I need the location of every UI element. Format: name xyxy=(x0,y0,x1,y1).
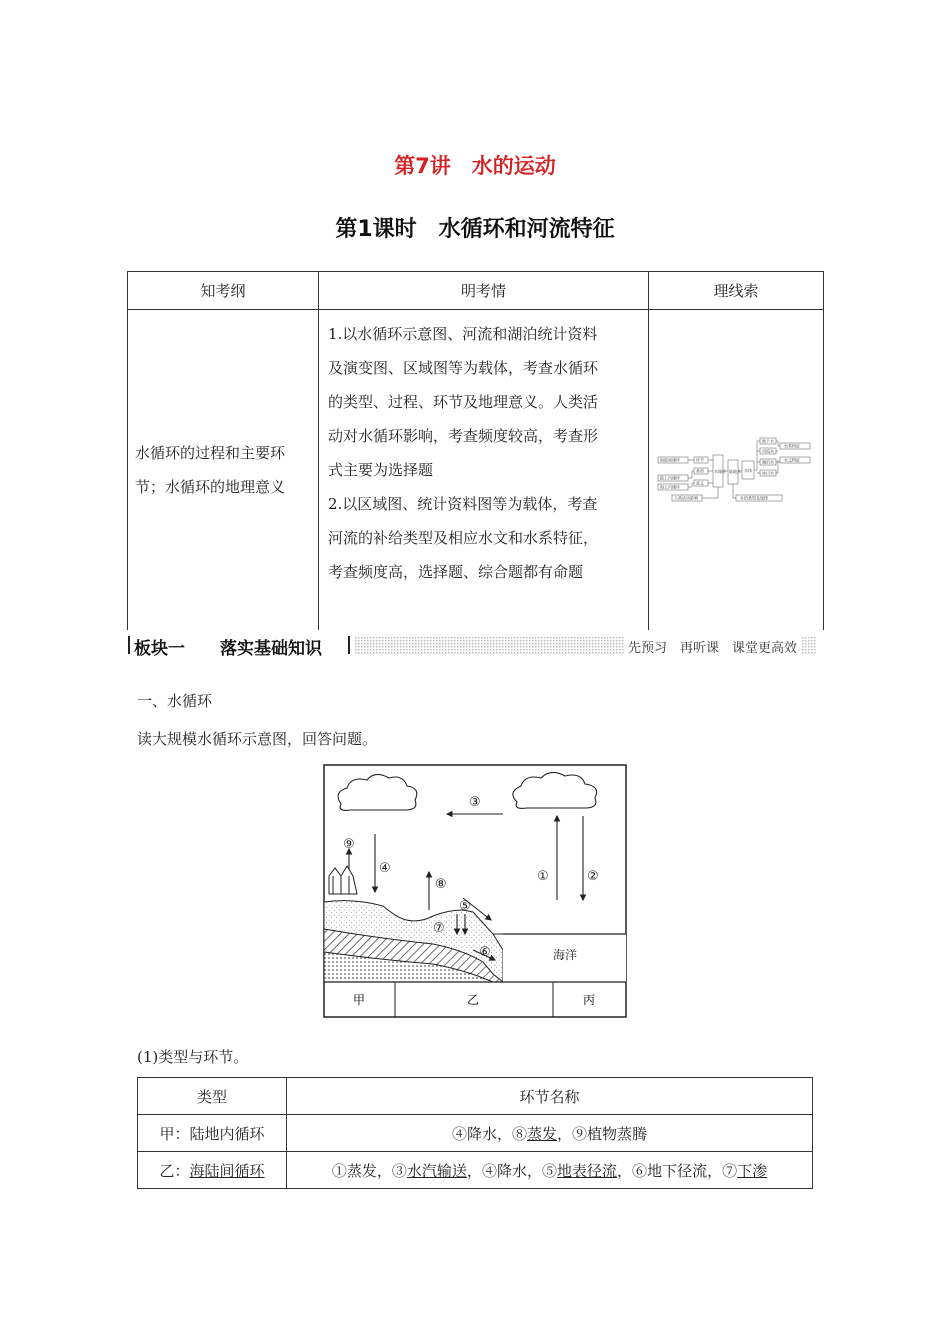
header-syllabus: 知考纲 xyxy=(128,272,319,310)
type-name: 陆地内循环 xyxy=(189,1124,265,1143)
label-6: ⑥ xyxy=(479,945,491,960)
instruction-text: 读大规模水循环示意图，回答问题。 xyxy=(137,730,378,748)
ocean-label: 海洋 xyxy=(553,948,578,962)
mindmap-node: 意义 xyxy=(696,480,704,486)
step-num: ⑧ xyxy=(511,1124,527,1143)
label-1: ① xyxy=(537,869,549,884)
syllabus-cell xyxy=(128,310,319,631)
label-5: ⑤ xyxy=(459,899,471,914)
step-name-underlined: 蒸发 xyxy=(527,1124,558,1143)
step-num: ④ xyxy=(481,1161,497,1180)
step-num: ④ xyxy=(451,1124,467,1143)
label-7: ⑦ xyxy=(433,921,445,936)
header-exam: 明考情 xyxy=(319,272,649,310)
exam-line: 及演变图、区域图等为载体，考查水循环 xyxy=(328,359,599,377)
exam-line: 2.以区域图、统计资料图等为载体，考查 xyxy=(328,495,598,513)
mindmap-node: 人类活动影响 xyxy=(674,495,698,501)
mindmap-node: 补给类型及规律 xyxy=(740,495,768,501)
mindmap-node: 冰川水 xyxy=(762,470,774,476)
banner-label: 板块一 xyxy=(134,639,185,659)
header-type: 类型 xyxy=(138,1078,287,1115)
exam-line: 动对水循环影响，考查频度较高，考查形 xyxy=(328,427,599,445)
label-2: ② xyxy=(587,869,599,884)
mindmap-node: 水体 xyxy=(744,468,752,473)
table-row xyxy=(138,1115,813,1152)
syllabus-line: 节；水循环的地理意义 xyxy=(135,478,286,496)
type-prefix: 乙： xyxy=(159,1161,190,1180)
mindmap-node: 类型 xyxy=(696,468,704,474)
step-name: 蒸发 xyxy=(346,1161,377,1180)
mindmap-node: 地下水 xyxy=(762,438,774,444)
type-name-underlined: 海陆间循环 xyxy=(189,1161,265,1180)
exam-line: 河流的补给类型及相应水文和水系特征， xyxy=(328,529,599,547)
mindmap-node: 河流水 xyxy=(762,448,774,454)
zone-label: 甲 xyxy=(353,993,366,1007)
step-name: 降水 xyxy=(466,1124,497,1143)
question-text: (1)类型与环节。 xyxy=(137,1048,249,1066)
label-3: ③ xyxy=(469,795,481,810)
header-steps: 环节名称 xyxy=(287,1078,813,1115)
step-num: ① xyxy=(331,1161,347,1180)
mindmap-node: 海上内循环 xyxy=(660,484,680,490)
exam-line: 1.以水循环示意图、河流和湖泊统计资料 xyxy=(328,325,598,343)
step-name-underlined: 地表径流 xyxy=(557,1161,618,1180)
steps-cell: ①蒸发，③水汽输送，④降水，⑤地表径流，⑥地下径流，⑦下渗 xyxy=(287,1152,813,1189)
mindmap-node: 海陆间循环 xyxy=(660,457,680,463)
mindmap-cell xyxy=(649,310,824,631)
step-name-underlined: 下渗 xyxy=(737,1161,768,1180)
lecture-title: 第7讲 水的运动 xyxy=(394,154,556,178)
steps-cell: ④降水，⑧蒸发，⑨植物蒸腾 xyxy=(287,1115,813,1152)
label-9: ⑨ xyxy=(343,837,355,852)
mindmap-node: 湖泊水 xyxy=(762,459,774,465)
cycle-table xyxy=(137,1077,813,1189)
type-cell xyxy=(138,1115,287,1152)
mindmap-node: 陆上内循环 xyxy=(660,475,680,481)
lesson-title: 第1课时 水循环和河流特征 xyxy=(335,217,615,242)
mindmap-node: 水系特征 xyxy=(784,443,800,449)
type-prefix: 甲： xyxy=(159,1124,190,1143)
label-8: ⑧ xyxy=(435,877,447,892)
step-num: ⑨ xyxy=(572,1124,588,1143)
type-cell xyxy=(138,1152,287,1189)
exam-cell xyxy=(319,310,649,631)
step-name-underlined: 水汽输送 xyxy=(406,1161,467,1180)
banner-title: 落实基础知识 xyxy=(220,639,322,659)
label-4: ④ xyxy=(379,861,391,876)
step-num: ⑥ xyxy=(632,1161,648,1180)
step-num: ③ xyxy=(391,1161,407,1180)
step-name: 地下径流 xyxy=(647,1161,708,1180)
section-heading: 一、水循环 xyxy=(137,692,213,710)
syllabus-line: 水循环的过程和主要环 xyxy=(135,444,286,462)
overview-table xyxy=(127,271,824,630)
mindmap-node: 水文特征 xyxy=(784,457,800,463)
step-num: ⑤ xyxy=(542,1161,558,1180)
exam-line: 式主要为选择题 xyxy=(328,461,434,479)
banner-slogan: 先预习 再听课 课堂更高效 xyxy=(624,637,801,656)
mindmap-diagram xyxy=(656,435,816,505)
step-name: 降水 xyxy=(496,1161,527,1180)
step-name: 植物蒸腾 xyxy=(587,1124,648,1143)
mindmap-node: 陆地水 xyxy=(729,469,741,474)
step-num: ⑦ xyxy=(722,1161,738,1180)
mindmap-node: 水循环 xyxy=(714,469,726,474)
header-outline: 理线索 xyxy=(649,272,824,310)
zone-label: 丙 xyxy=(583,993,596,1007)
section-banner xyxy=(127,634,817,659)
mindmap-node: 环节 xyxy=(696,457,704,463)
table-row xyxy=(138,1152,813,1189)
zone-label: 乙 xyxy=(467,993,480,1007)
exam-line: 的类型、过程、环节及地理意义。人类活 xyxy=(328,393,599,411)
exam-line: 考查频度高，选择题、综合题都有命题 xyxy=(328,563,584,581)
water-cycle-diagram xyxy=(323,764,627,1018)
